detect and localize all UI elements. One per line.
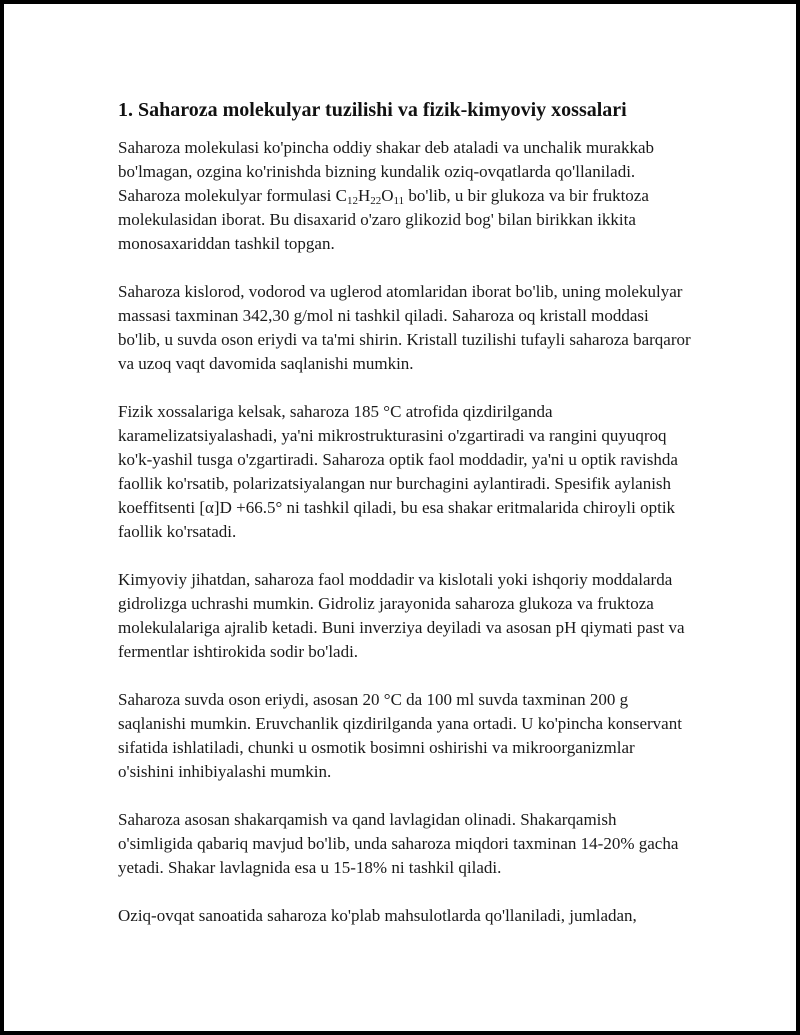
formula-subscript: 12: [346, 195, 358, 207]
formula-element: C: [335, 186, 347, 205]
formula-element: O: [381, 186, 394, 205]
paragraph-structure: [118, 136, 692, 256]
paragraph-chemical-properties: Kimyoviy jihatdan, saharoza faol moddadir va kislotali yoki ishqoriy moddalarda gidrolizga uchrashi mumkin. Gidroliz jarayonida saharoza glukoza va fruktoza molekulalariga ajralib ketadi. Buni inverziya deyiladi va asosan pH qiymati past va fermentlar ishtirokida sodir bo'ladi.: [118, 570, 685, 661]
formula-element: H: [357, 186, 371, 205]
paragraph-text: Saharoza molekulasi ko'pincha oddiy shakar deb ataladi va unchalik murakkab bo'lmagan, ozgina ko'rinishda bizning kundalik oziq-ovqatlarda qo'llaniladi. Saharoza molekulyar formulasi: [118, 138, 655, 205]
paragraph-sources: Saharoza asosan shakarqamish va qand lavlagidan olinadi. Shakarqamish o'simligida qabariq mavjud bo'lib, unda saharoza miqdori taxminan 14-20% gacha yetadi. Shakar lavlagnida esa u 15-18% ni tashkil qiladi.: [118, 810, 679, 877]
molecular-formula: [336, 186, 405, 205]
paragraph-solubility: Saharoza suvda oson eriydi, asosan 20 °C da 100 ml suvda taxminan 200 g saqlanishi mumkin. Eruvchanlik qizdirilganda yana ortadi. U ko'pincha konservant sifatida ishlatiladi, chunki u osmotik bosimni oshirishi va mikroorganizmlar o'sishini inhibiyalashi mumkin.: [118, 690, 682, 781]
paragraph-text: bo'lib, u bir glukoza va bir fruktoza molekulasidan iborat. Bu disaxarid o'zaro glikozid bog' bilan birikkan ikkita monosaxariddan tashkil topgan.: [118, 186, 649, 253]
formula-subscript: 22: [370, 195, 382, 207]
document-body: [118, 96, 692, 952]
paragraph-physical-properties: Fizik xossalariga kelsak, saharoza 185 °C atrofida qizdirilganda karamelizatsiyalashadi, ya'ni mikrostrukturasini o'zgartiradi va rangini quyuqroq ko'k-yashil tusga o'zgartiradi. Saharoza optik faol moddadir, ya'ni u optik ravishda faollik ko'rsatib, polarizatsiyalangan nur burchagini aylantiradi. Spesifik aylanish koeffitsenti [α]D +66.5° ni tashkil qiladi, bu esa shakar eritmalarida chiroyli optik faollik ko'rsatadi.: [118, 402, 678, 541]
paragraph-composition: Saharoza kislorod, vodorod va uglerod atomlaridan iborat bo'lib, uning molekulyar massasi taxminan 342,30 g/mol ni tashkil qiladi. Saharoza oq kristall moddasi bo'lib, u suvda oson eriydi va ta'mi shirin. Kristall tuzilishi tufayli saharoza barqaror va uzoq vaqt davomida saqlanishi mumkin.: [118, 282, 691, 373]
paragraph-food-industry: Oziq-ovqat sanoatida saharoza ko'plab mahsulotlarda qo'llaniladi, jumladan,: [118, 906, 637, 925]
section-heading: 1. Saharoza molekulyar tuzilishi va fizik-kimyoviy xossalari: [118, 99, 627, 121]
formula-subscript: 11: [393, 195, 405, 207]
